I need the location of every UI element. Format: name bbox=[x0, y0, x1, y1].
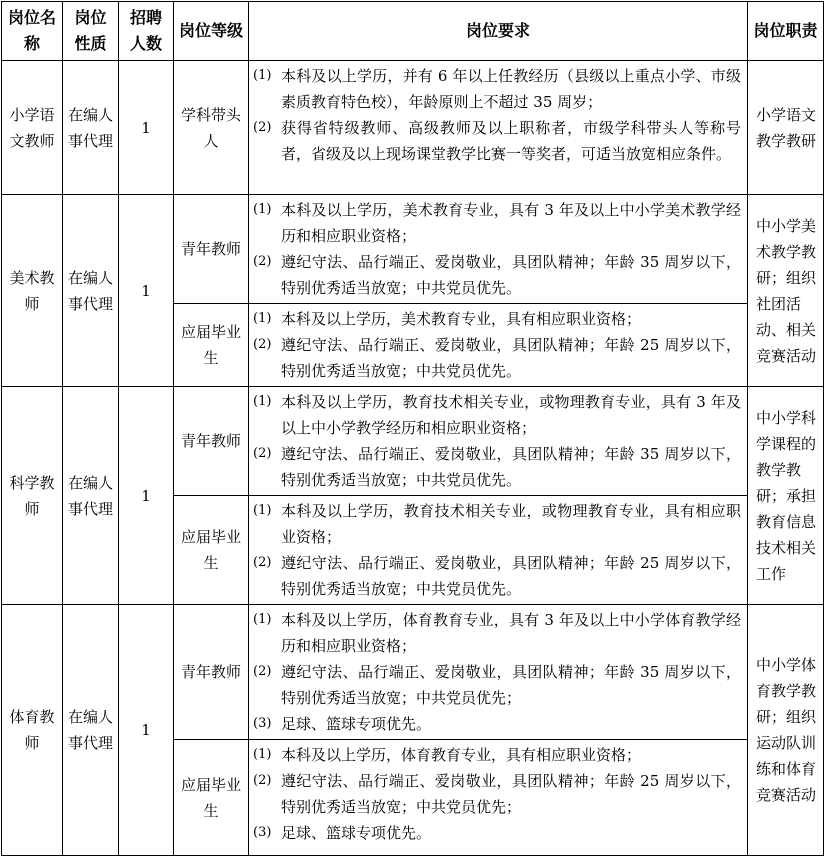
position-type: 在编人事代理 bbox=[67, 473, 113, 518]
position-name: 科学教师 bbox=[9, 473, 55, 518]
requirement-number: (2) bbox=[253, 664, 272, 679]
requirement-item bbox=[253, 820, 741, 846]
header-duties: 岗位职责 bbox=[748, 2, 824, 61]
header-position-level: 岗位等级 bbox=[174, 2, 249, 61]
position-name: 体育教师 bbox=[9, 708, 55, 752]
position-level-cell bbox=[174, 195, 249, 304]
position-level: 应届毕业生 bbox=[180, 323, 241, 367]
requirements-cell bbox=[249, 605, 748, 740]
position-name: 美术教师 bbox=[9, 268, 55, 313]
requirements-cell bbox=[249, 195, 748, 304]
header-requirements: 岗位要求 bbox=[249, 2, 748, 61]
requirement-number: (1) bbox=[253, 612, 272, 627]
requirement-number: (2) bbox=[253, 120, 272, 135]
requirement-item bbox=[253, 306, 741, 332]
requirements-cell bbox=[249, 304, 748, 387]
position-name: 小学语文教师 bbox=[9, 105, 55, 150]
header-hire-count: 招聘人数 bbox=[119, 2, 174, 61]
requirement-text: 遵纪守法、品行端正、爱岗敬业，具团队精神；年龄 35 周岁以下，特别优秀适当放宽；中共党员优先； bbox=[281, 663, 741, 707]
requirement-text: 本科及以上学历，美术教育专业，具有相应职业资格； bbox=[281, 310, 642, 328]
header-position-type: 岗位性质 bbox=[63, 2, 119, 61]
table-row bbox=[2, 387, 824, 496]
hire-count-cell bbox=[119, 195, 174, 387]
requirement-number: (1) bbox=[253, 311, 272, 326]
hire-count: 1 bbox=[141, 721, 151, 739]
position-level: 应届毕业生 bbox=[180, 775, 241, 820]
position-name-cell bbox=[2, 605, 63, 856]
requirement-item bbox=[253, 711, 741, 737]
requirement-text: 本科及以上学历，体育教育专业，具有相应职业资格； bbox=[281, 746, 642, 764]
requirement-text: 遵纪守法、品行端正、爱岗敬业，具团队精神；年龄 35 周岁以下，特别优秀适当放宽；中共党员优先。 bbox=[281, 253, 741, 297]
header-row bbox=[2, 2, 824, 61]
requirement-text: 遵纪守法、品行端正、爱岗敬业，具团队精神；年龄 25 周岁以下，特别优秀适当放宽；中共党员优先。 bbox=[281, 336, 741, 380]
position-level-cell bbox=[174, 304, 249, 387]
position-type-cell bbox=[63, 61, 119, 195]
requirement-item bbox=[253, 115, 741, 167]
position-type: 在编人事代理 bbox=[67, 268, 113, 313]
position-level-cell bbox=[174, 496, 249, 605]
position-name-cell bbox=[2, 195, 63, 387]
position-type-cell bbox=[63, 195, 119, 387]
requirements-cell bbox=[249, 387, 748, 496]
position-duties: 小学语文教学教研 bbox=[756, 105, 817, 150]
position-type: 在编人事代理 bbox=[67, 708, 113, 752]
hire-count: 1 bbox=[141, 486, 151, 505]
requirement-text: 足球、篮球专项优先。 bbox=[281, 824, 432, 842]
requirement-text: 获得省特级教师、高级教师及以上职称者，市级学科带头人等称号者，省级及以上现场课堂教学比赛一等奖者，可适当放宽相应条件。 bbox=[281, 119, 741, 163]
position-type-cell bbox=[63, 605, 119, 856]
table-body bbox=[2, 61, 824, 856]
requirement-number: (2) bbox=[253, 254, 272, 269]
requirement-item bbox=[253, 389, 741, 441]
duties-cell bbox=[748, 61, 824, 195]
position-duties: 中小学科学课程的教学教研；承担教育信息技术相关工作 bbox=[756, 408, 817, 583]
hire-count-cell bbox=[119, 387, 174, 605]
requirement-number: (3) bbox=[253, 825, 272, 840]
requirement-text: 本科及以上学历，体育教育专业，具有 3 年及以上中小学体育教学经历和相应职业资格； bbox=[281, 611, 741, 655]
position-name-cell bbox=[2, 61, 63, 195]
requirements-cell bbox=[249, 61, 748, 195]
requirement-number: (1) bbox=[253, 503, 272, 518]
requirement-item bbox=[253, 742, 741, 768]
position-level-cell bbox=[174, 740, 249, 856]
requirement-number: (2) bbox=[253, 446, 272, 461]
requirement-item bbox=[253, 498, 741, 550]
hire-count-cell bbox=[119, 61, 174, 195]
duties-cell bbox=[748, 195, 824, 387]
table-row bbox=[2, 195, 824, 304]
position-duties: 中小学美术教学教研；组织社团活动、相关竞赛活动 bbox=[756, 216, 817, 365]
requirement-number: (2) bbox=[253, 555, 272, 570]
position-duties: 中小学体育教学教研；组织运动队训练和体育竞赛活动 bbox=[756, 656, 817, 804]
position-level-cell bbox=[174, 387, 249, 496]
hire-count: 1 bbox=[141, 118, 151, 137]
requirements-cell bbox=[249, 740, 748, 856]
requirement-number: (2) bbox=[253, 337, 272, 352]
requirement-text: 本科及以上学历，教育技术相关专业，或物理教育专业，具有 3 年及以上中小学教学经历和相应职业资格； bbox=[281, 393, 741, 437]
position-level-cell bbox=[174, 61, 249, 195]
hire-count-cell bbox=[119, 605, 174, 856]
requirement-number: (1) bbox=[253, 394, 272, 409]
requirement-number: (3) bbox=[253, 716, 272, 731]
requirement-item bbox=[253, 550, 741, 602]
position-level: 应届毕业生 bbox=[180, 528, 241, 572]
requirement-item bbox=[253, 768, 741, 820]
requirement-number: (2) bbox=[253, 773, 272, 788]
requirement-item bbox=[253, 63, 741, 115]
duties-cell bbox=[748, 387, 824, 605]
requirement-number: (1) bbox=[253, 747, 272, 762]
requirement-text: 本科及以上学历，美术教育专业，具有 3 年及以上中小学美术教学经历和相应职业资格； bbox=[281, 201, 741, 245]
position-level: 青年教师 bbox=[180, 663, 241, 681]
duties-cell bbox=[748, 605, 824, 856]
position-level-cell bbox=[174, 605, 249, 740]
requirements-cell bbox=[249, 496, 748, 605]
table-row bbox=[2, 61, 824, 195]
recruitment-table bbox=[1, 1, 824, 856]
position-level: 青年教师 bbox=[180, 432, 241, 450]
requirement-text: 本科及以上学历，教育技术相关专业，或物理教育专业，具有相应职业资格； bbox=[281, 502, 741, 546]
position-type: 在编人事代理 bbox=[67, 105, 113, 150]
header-position-name: 岗位名称 bbox=[2, 2, 63, 61]
requirement-text: 遵纪守法、品行端正、爱岗敬业，具团队精神；年龄 35 周岁以下，特别优秀适当放宽；中共党员优先。 bbox=[281, 445, 741, 489]
position-level: 学科带头人 bbox=[180, 105, 241, 150]
requirement-number: (1) bbox=[253, 202, 272, 217]
hire-count: 1 bbox=[141, 281, 151, 300]
requirement-item bbox=[253, 197, 741, 249]
requirement-number: (1) bbox=[253, 68, 272, 83]
requirement-item bbox=[253, 441, 741, 493]
position-name-cell bbox=[2, 387, 63, 605]
requirement-item bbox=[253, 607, 741, 659]
requirement-item bbox=[253, 659, 741, 711]
position-type-cell bbox=[63, 387, 119, 605]
requirement-text: 本科及以上学历，并有 6 年以上任教经历（县级以上重点小学、市级素质教育特色校），年龄原则上不超过 35 周岁； bbox=[281, 67, 741, 111]
requirement-text: 遵纪守法、品行端正、爱岗敬业，具团队精神；年龄 25 周岁以下，特别优秀适当放宽；中共党员优先； bbox=[281, 772, 741, 816]
requirement-item bbox=[253, 249, 741, 301]
requirement-text: 遵纪守法、品行端正、爱岗敬业，具团队精神；年龄 25 周岁以下，特别优秀适当放宽；中共党员优先。 bbox=[281, 554, 741, 598]
table-row bbox=[2, 605, 824, 740]
requirement-item bbox=[253, 332, 741, 384]
requirement-text: 足球、篮球专项优先。 bbox=[281, 715, 432, 733]
position-level: 青年教师 bbox=[180, 240, 241, 258]
